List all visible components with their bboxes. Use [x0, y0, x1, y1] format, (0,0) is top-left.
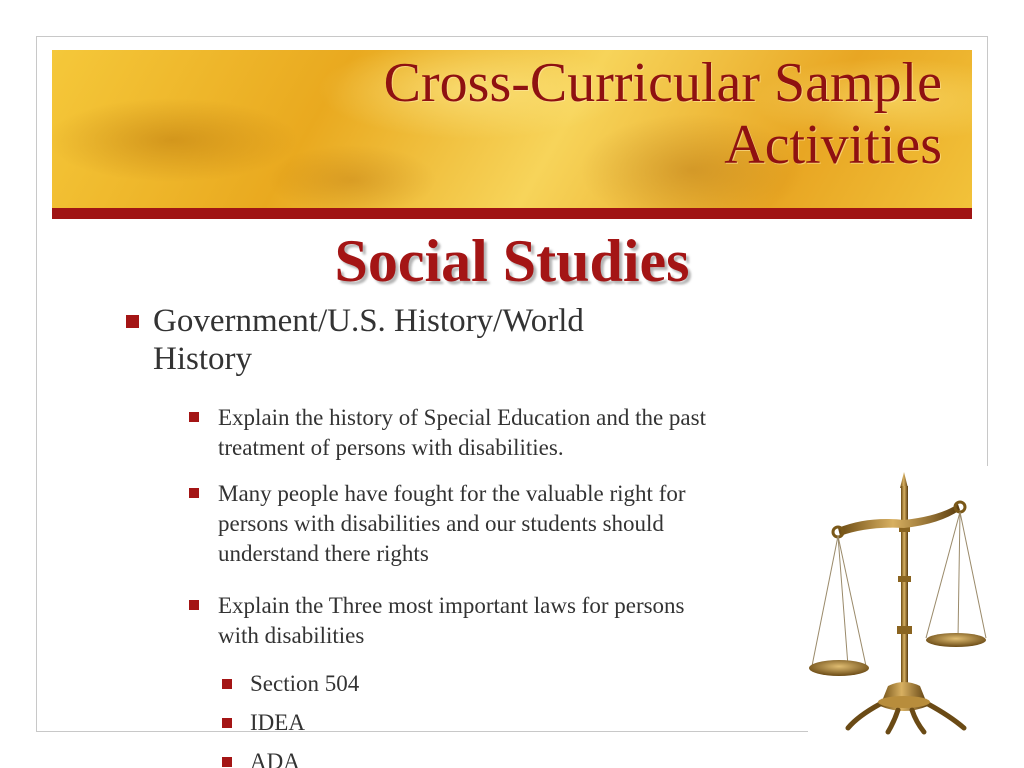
- scales-of-justice-icon: [808, 466, 990, 736]
- bullet-marker: [126, 315, 139, 328]
- bullet-marker: [222, 718, 232, 728]
- bullet-level2-line: Explain the Three most important laws for persons: [218, 593, 685, 618]
- bullet-level1-line-1: Government/U.S. History/World: [153, 303, 584, 339]
- bullet-level1-line-2: History: [153, 341, 252, 377]
- slide-title-line-2: Activities: [724, 114, 942, 176]
- bullet-level2-line: with disabilities: [218, 623, 365, 648]
- title-banner: [52, 50, 972, 208]
- slide-title-line-1: Cross-Curricular Sample: [383, 52, 942, 114]
- bullet-marker: [222, 757, 232, 767]
- banner-divider: [52, 208, 972, 219]
- bullet-level3-text: IDEA: [250, 710, 305, 735]
- scales-image: [808, 466, 990, 736]
- bullet-level2-line: Explain the history of Special Education and the past: [218, 405, 706, 430]
- bullet-marker: [189, 412, 199, 422]
- bullet-level2-line: persons with disabilities and our students should: [218, 511, 664, 536]
- bullet-marker: [189, 488, 199, 498]
- slide-title: [384, 52, 942, 176]
- bullet-level1-text: [153, 302, 584, 378]
- bullet-level2-text: [218, 479, 686, 569]
- bullet-level2-text: [218, 403, 706, 463]
- bullet-level3-text: ADA: [250, 749, 300, 768]
- bullet-level2-line: understand there rights: [218, 541, 429, 566]
- bullet-marker: [222, 679, 232, 689]
- bullet-level2-text: [218, 591, 685, 651]
- bullet-marker: [189, 600, 199, 610]
- bullet-level2-line: treatment of persons with disabilities.: [218, 435, 564, 460]
- bullet-level2-line: Many people have fought for the valuable right for: [218, 481, 686, 506]
- slide-subtitle: Social Studies: [334, 228, 690, 294]
- bullet-level3-text: Section 504: [250, 671, 360, 696]
